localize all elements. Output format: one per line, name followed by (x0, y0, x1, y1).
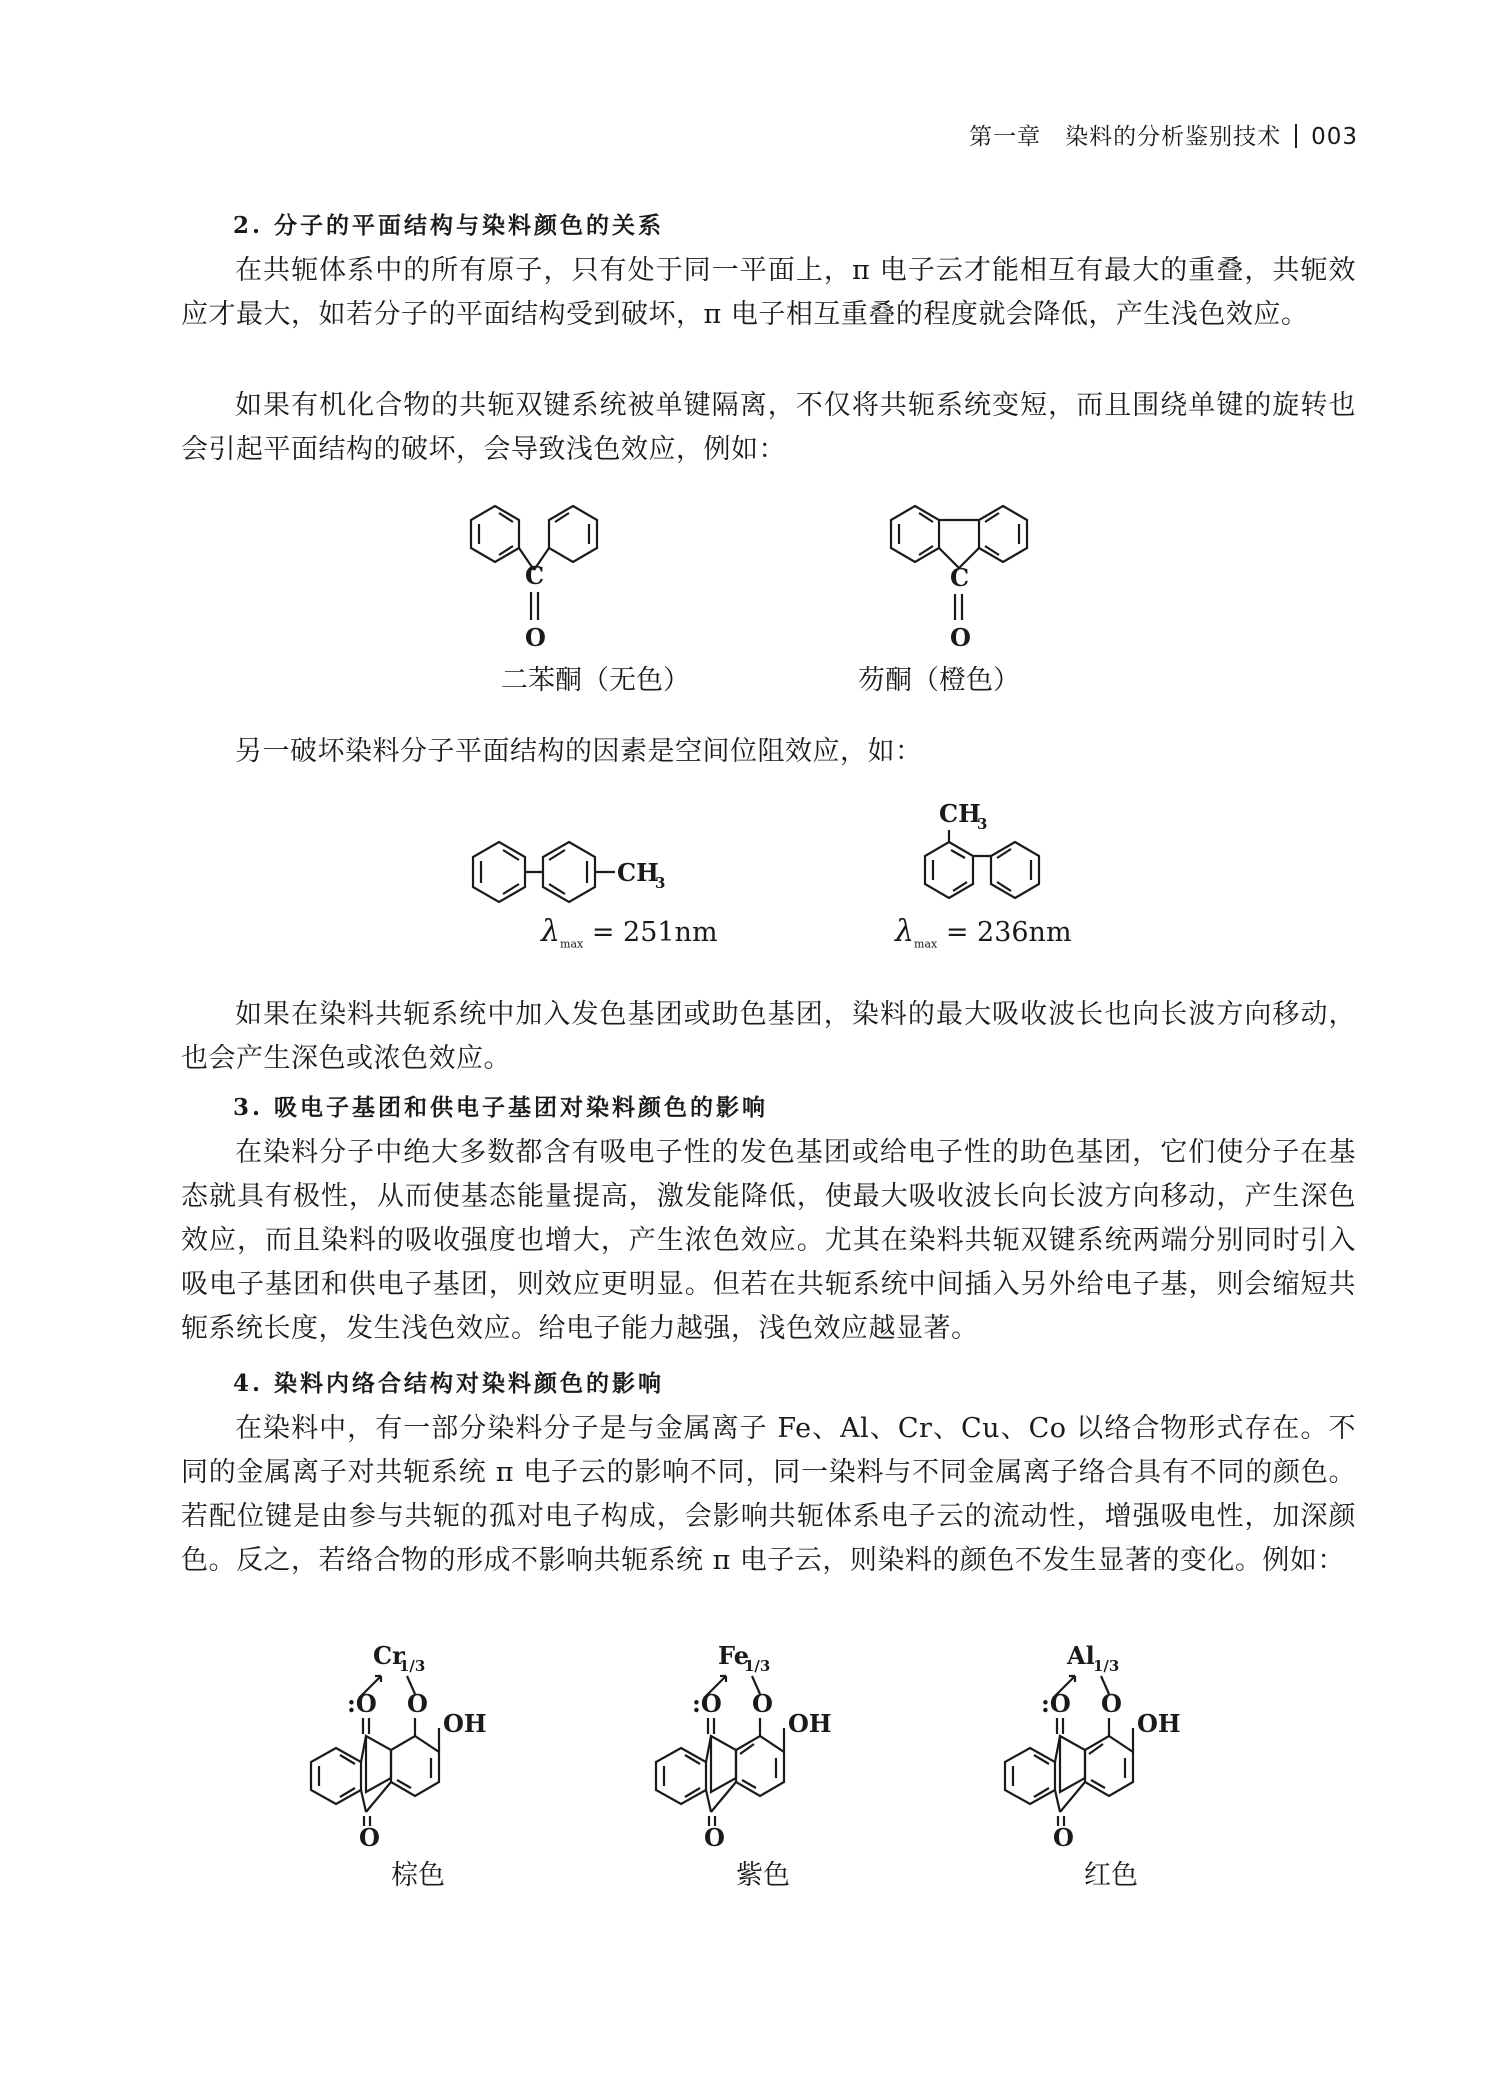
ring-o-al: O (1101, 1689, 1122, 1718)
lone-pair-o-cr: :O (347, 1689, 377, 1718)
lambda-sub-1: max (560, 937, 584, 951)
chromium-complex-structure (311, 1640, 511, 1852)
methyl-label-1: CH (617, 858, 659, 887)
hydroxyl-al: OH (1137, 1709, 1181, 1738)
fluorenone-oxygen-label: O (950, 623, 971, 652)
ring-o-fe: O (752, 1689, 773, 1718)
bottom-o-fe: O (704, 1823, 725, 1852)
lambda-max-1 (541, 914, 718, 950)
bottom-o-cr: O (359, 1823, 380, 1852)
lambda-symbol-2: λ (895, 914, 915, 949)
lambda-sub-2: max (914, 937, 938, 951)
para-methylbiphenyl-structure (473, 840, 703, 920)
fluorenone-carbon-label: C (950, 563, 970, 592)
section-2-paragraph-4: 如果在染料共轭系统中加入发色基团或助色基团，染料的最大吸收波长也向长波方向移动，也会产生深色或浓色效应。 (181, 999, 1356, 1074)
metal-sub-al: 1/3 (1093, 1657, 1120, 1675)
fluorenone-caption: 芴酮（橙色） (858, 665, 1020, 696)
complex-caption-brown: 棕色 (391, 1860, 445, 1891)
metal-label-fe: Fe (718, 1641, 749, 1670)
section-4-paragraph: 在染料中，有一部分染料分子是与金属离子 Fe、Al、Cr、Cu、Co 以络合物形式存在。不同的金属离子对共轭系统 π 电子云的影响不同，同一染料与不同金属离子络合具有不同的颜色。若配位键是由参与共轭的孤对电子构成，会影响共轭体系电子云的流动性，增强吸电性，加深颜色。反之，若络合物的形成不影响共轭系统 π 电子云，则染料的颜色不发生显著的变化。例如： (181, 1413, 1356, 1576)
benzophenone-structure (471, 498, 641, 658)
lambda-max-2 (895, 914, 1072, 950)
chapter-title: 第一章 染料的分析鉴别技术 (969, 124, 1282, 150)
ortho-methylbiphenyl-structure (901, 800, 1081, 915)
lone-pair-o-fe: :O (692, 1689, 722, 1718)
fluorenone-structure (891, 498, 1071, 658)
methyl-subscript-2: 3 (977, 815, 988, 833)
lambda-value-1: = 251nm (591, 917, 718, 948)
section-3-paragraph: 在染料分子中绝大多数都含有吸电子性的发色基团或给电子性的助色基团，它们使分子在基态就具有极性，从而使基态能量提高，激发能降低，使最大吸收波长向长波方向移动，产生深色效应，而且染料的吸收强度也增大，产生浓色效应。尤其在染料共轭双键系统两端分别同时引入吸电子基团和供电子基团，则效应更明显。但若在共轭系统中间插入另外给电子基，则会缩短共轭系统长度，发生浅色效应。给电子能力越强，浅色效应越显著。 (181, 1137, 1356, 1344)
section-2-paragraph-2: 如果有机化合物的共轭双键系统被单键隔离，不仅将共轭系统变短，而且围绕单键的旋转也会引起平面结构的破坏，会导致浅色效应，例如： (181, 390, 1356, 465)
metal-sub-fe: 1/3 (744, 1657, 771, 1675)
section-4-heading: 4. 染料内络合结构对染料颜色的影响 (233, 1370, 665, 1397)
metal-label-al: Al (1067, 1641, 1095, 1670)
section-2-paragraph-3: 另一破坏染料分子平面结构的因素是空间位阻效应，如： (235, 736, 923, 767)
carbonyl-carbon-label: C (525, 561, 545, 590)
page-number: 003 (1311, 124, 1358, 150)
section-3-heading: 3. 吸电子基团和供电子基团对染料颜色的影响 (233, 1094, 769, 1121)
bottom-o-al: O (1053, 1823, 1074, 1852)
iron-complex-structure (656, 1640, 856, 1852)
section-2-paragraph-1: 在共轭体系中的所有原子，只有处于同一平面上，π 电子云才能相互有最大的重叠，共轭效应才最大，如若分子的平面结构受到破坏，π 电子相互重叠的程度就会降低，产生浅色效应。 (181, 255, 1356, 330)
aluminium-complex-structure (1005, 1640, 1205, 1852)
methyl-subscript-1: 3 (655, 874, 666, 892)
complex-caption-purple: 紫色 (736, 1860, 790, 1891)
lone-pair-o-al: :O (1041, 1689, 1071, 1718)
carbonyl-oxygen-label: O (525, 623, 546, 652)
complex-caption-red: 红色 (1084, 1860, 1138, 1891)
section-2-heading: 2. 分子的平面结构与染料颜色的关系 (233, 212, 665, 239)
methyl-label-2: CH (939, 799, 981, 828)
running-header (969, 118, 1358, 151)
benzophenone-caption: 二苯酮（无色） (501, 665, 690, 696)
hydroxyl-fe: OH (788, 1709, 832, 1738)
lambda-symbol-1: λ (541, 914, 561, 949)
lambda-value-2: = 236nm (945, 917, 1072, 948)
header-divider (1295, 124, 1297, 148)
metal-sub-cr: 1/3 (399, 1657, 426, 1675)
metal-label-cr: Cr (373, 1641, 405, 1670)
ring-o-cr: O (407, 1689, 428, 1718)
hydroxyl-cr: OH (443, 1709, 487, 1738)
